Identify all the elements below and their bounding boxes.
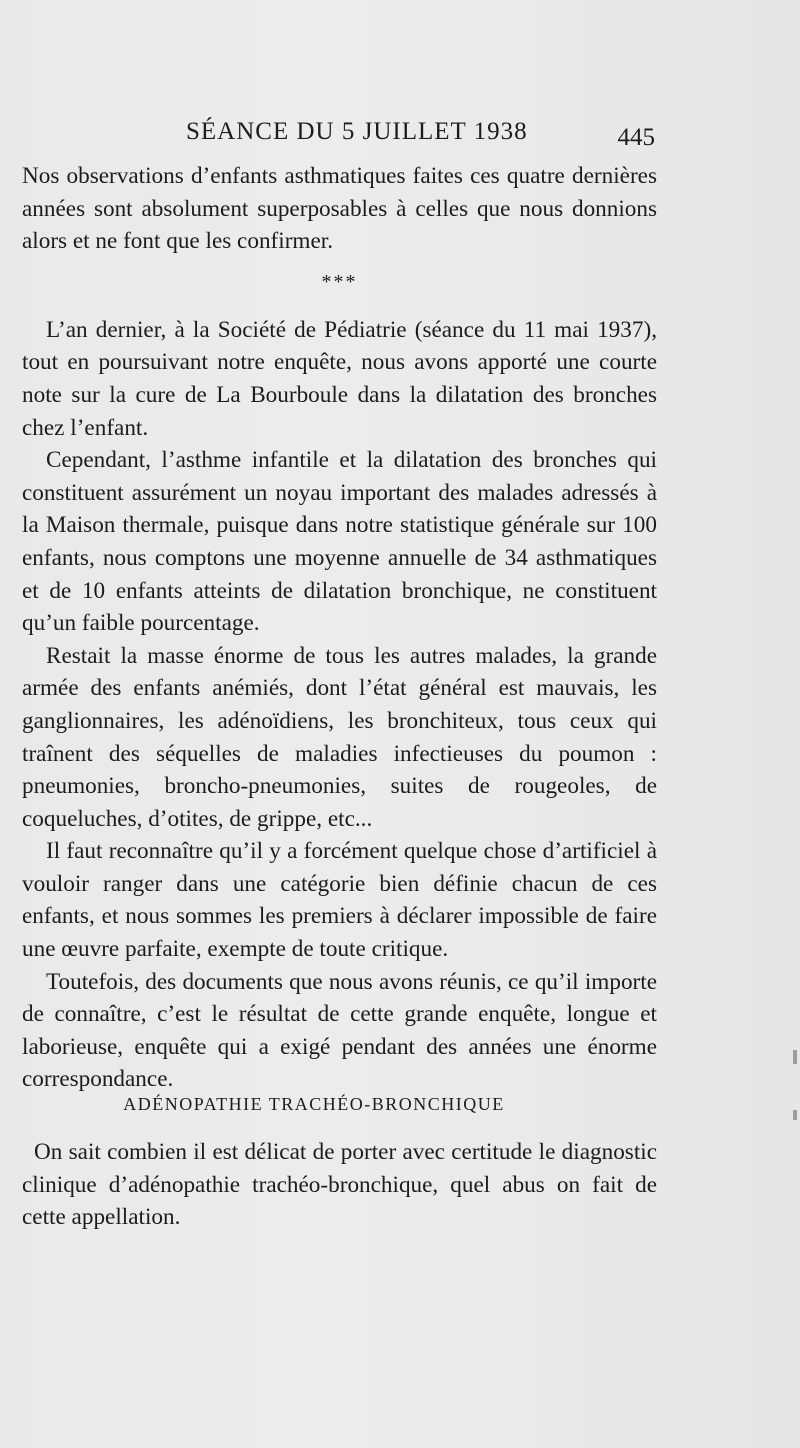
section-text <box>22 1136 657 1234</box>
section-separator: *** <box>321 270 358 293</box>
section-heading <box>0 1094 800 1115</box>
paragraph: L’an dernier, à la Société de Pédiatrie (séance du 11 mai 1937), tout en poursuivant notre enquête, nous avons apporté une courte note sur la cure de La Bourboule dans la dilatation des bronches chez l’enfant. <box>22 316 657 441</box>
page-header <box>0 118 800 158</box>
main-text <box>22 160 657 1096</box>
running-head: SÉANCE DU 5 JUILLET 1938 <box>186 118 528 145</box>
paragraph: On sait combien il est délicat de porter avec certitude le diagnostic clinique d’adénopathie trachéo-bronchique, quel abus on fait de cette appellation. <box>22 1139 657 1231</box>
page-edge-mark <box>793 1050 797 1064</box>
paragraph: Il faut reconnaître qu’il y a forcément quelque chose d’artificiel à vouloir ranger dans une catégorie bien définie chacun de ces enfants, et nous sommes les premiers à déclarer impossible de faire une œuvre parfaite, exempte de toute critique. <box>22 838 657 963</box>
paragraph: Restait la masse énorme de tous les autres malades, la grande armée des enfants anémiés, dont l’état général est mauvais, les ganglionnaires, les adénoïdiens, les bronchiteux, tous ceux qui traînent des séquelles de maladies infectieuses du poumon : pneumonies, broncho-pneumonies, suites de rougeoles, de coqueluches, d’otites, de grippe, etc... <box>22 642 657 832</box>
section-heading-text: ADÉNOPATHIE TRACHÉO-BRONCHIQUE <box>123 1094 505 1114</box>
page-edge-mark <box>793 1110 797 1120</box>
paragraph: Nos observations d’enfants asthmatiques faites ces quatre dernières années sont absolument superposables à celles que nous donnions alors et ne font que les confirmer. <box>22 163 657 255</box>
paragraph: Toutefois, des documents que nous avons réunis, ce qu’il importe de connaître, c’est le résultat de cette grande enquête, longue et laborieuse, enquête qui a exigé pendant des années une énorme correspondance. <box>22 968 657 1093</box>
paragraph: Cependant, l’asthme infantile et la dilatation des bronches qui constituent assurément un noyau important des malades adressés à la Maison thermale, puisque dans notre statistique générale sur 100 enfants, nous comptons une moyenne annuelle de 34 asthmatiques et de 10 enfants atteints de dilatation bronchique, ne constituent qu’un faible pourcentage. <box>22 447 657 637</box>
page-number: 445 <box>617 124 655 151</box>
